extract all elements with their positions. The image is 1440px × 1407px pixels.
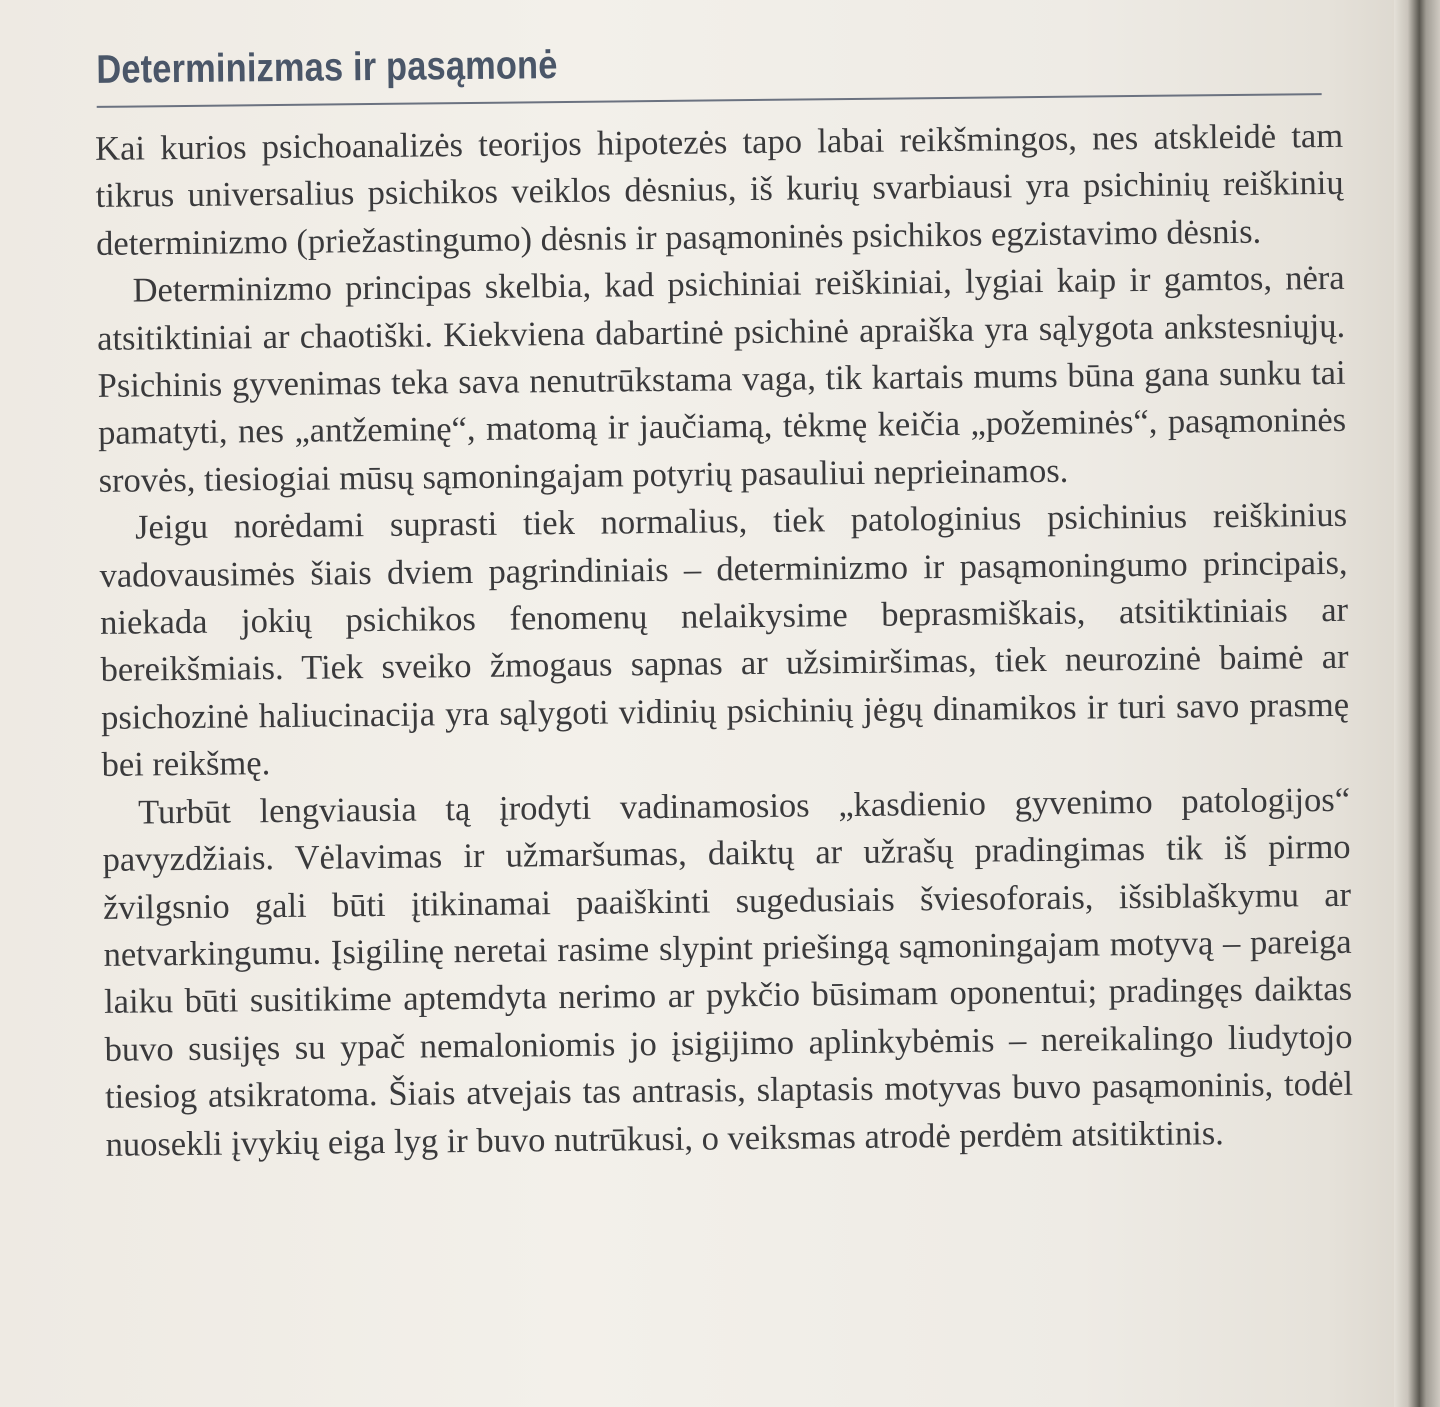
paragraph-2: Determinizmo principas skelbia, kad psichiniai reiškiniai, lygiai kaip ir gamtos, nėra atsitiktiniai ar chaotiški. Kiekviena dabartinė psichinė apraiška yra sąlygota ankstesniųjų. Psichinis gyvenimas teka sava nenutrūkstama vaga, tik kartais mums būna gana sunku tai pamatyti, nes „antžeminę“, matomą ir jaučiamą, tėkmę keičia „požeminės“, pasąmoninės srovės, tiesiogiai mūsų sąmoningajam potyrių pasauliui neprieinamos. bbox=[96, 259, 1347, 500]
paragraph-1: Kai kurios psichoanalizės teorijos hipotezės tapo labai reikšmingos, nes atskleidė tam tikrus universalius psichikos veiklos dėsnius, iš kurių svarbiausi yra psichinių reiškinių determinizmo (priežastingumo) dėsnis ir pasąmoninės psichikos egzistavimo dėsnis. bbox=[94, 116, 1344, 263]
paragraph-3: Jeigu norėdami suprasti tiek normalius, tiek patologinius psichinius reiškinius vadovausimės šiais dviem pagrindiniais – determinizmo ir pasąmoningumo principais, niekada jokių psichikos fenomenų nelaikysime beprasmiškais, atsitiktiniais ar bereikšmiais. Tiek sveiko žmogaus sapnas ar užsimiršimas, tiek neurozinė baimė ar psichozinė haliucinacija yra sąlygoti vidinių psichinių jėgų dinamikos ir turi savo prasmę bei reikšmę. bbox=[99, 496, 1350, 785]
page-content bbox=[86, 25, 1360, 1169]
paragraph-4: Turbūt lengviausia tą įrodyti vadinamosios „kasdienio gyvenimo patologijos“ pavyzdžiais. Vėlavimas ir užmaršumas, daiktų ar užrašų pradingimas tik iš pirmo žvilgsnio gali būti įtikinamai paaiškinti sugedusiais šviesoforais, išsiblaškymu ar netvarkingumu. Įsigilinę neretai rasime slypint priešingą sąmoningajam motyvą – pareiga laiku būti susitikime aptemdyta nerimo ar pykčio būsimam oponentui; pradingęs daiktas buvo susijęs su ypač nemaloniomis jo įsigijimo aplinkybėmis – nereikalingo liudytojo tiesiog atsikratoma. Šiais atvejais tas antrasis, slaptasis motyvas buvo pasąmoninis, todėl nuosekli įvykių eiga lyg ir buvo nutrūkusi, o veiksmas atrodė perdėm atsitiktinis. bbox=[102, 780, 1354, 1164]
book-spine-edge bbox=[1394, 0, 1440, 1407]
section-heading: Determinizmas ir pasąmonė bbox=[96, 43, 558, 92]
